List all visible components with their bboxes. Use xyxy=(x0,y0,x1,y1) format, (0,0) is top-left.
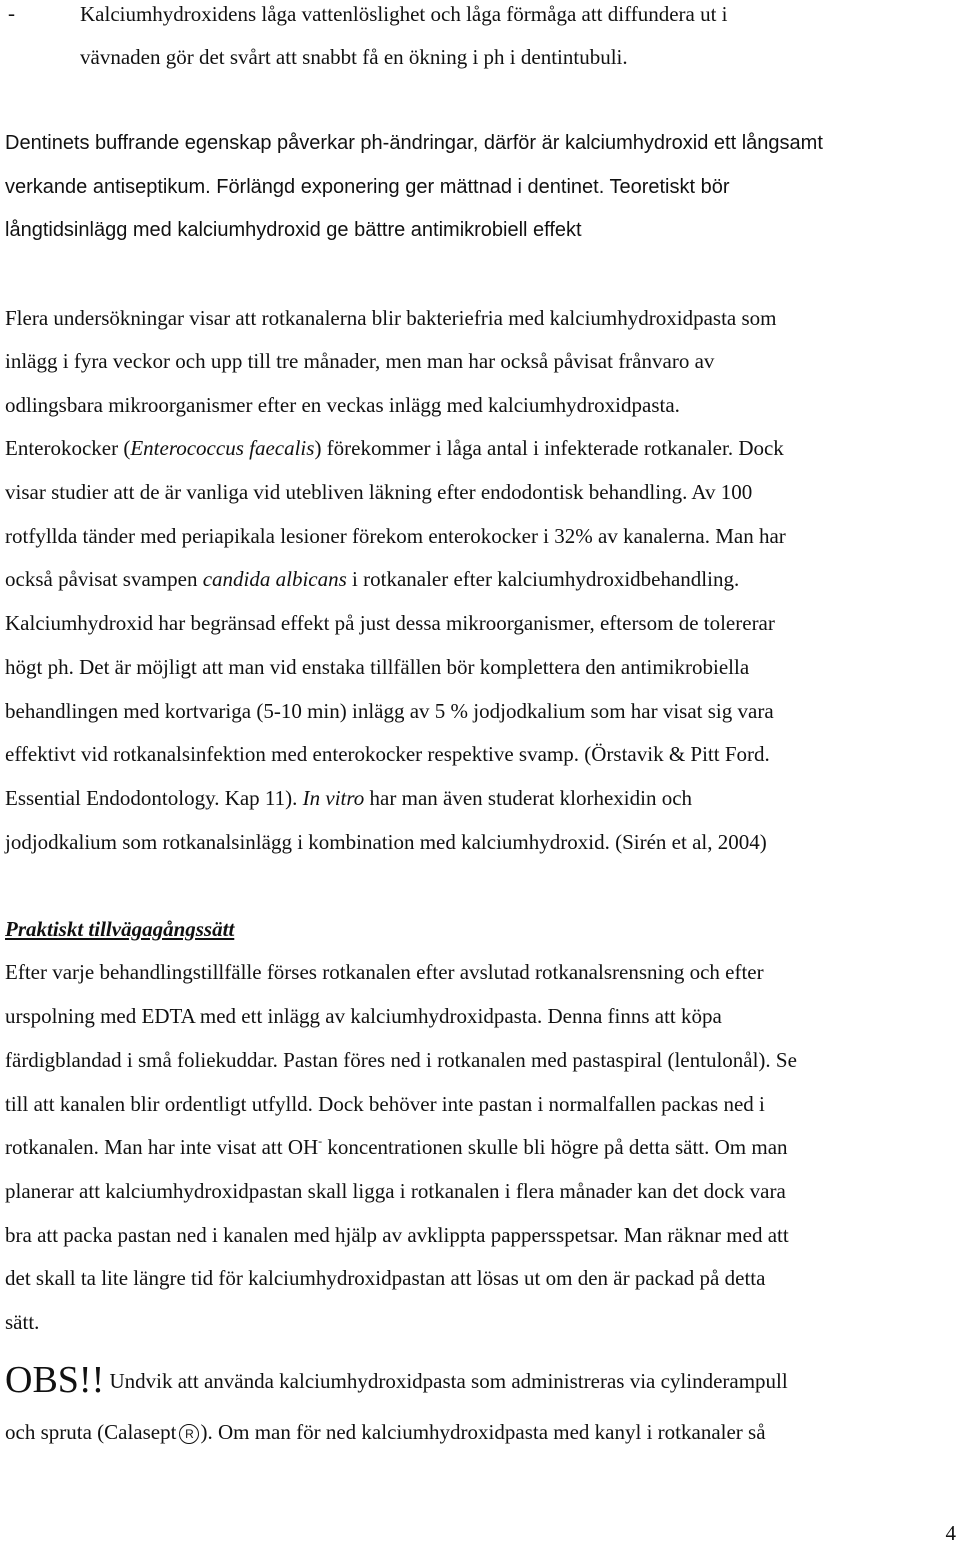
section-line-4: till att kanalen blir ordentligt utfylld. Dock behöver inte pastan i normalfallen packas ned i xyxy=(5,1092,765,1116)
para2-line-5: visar studier att de är vanliga vid utebliven läkning efter endodontisk behandling. Av 100 xyxy=(5,480,753,504)
section-line-2: urspolning med EDTA med ett inlägg av kalciumhydroxidpasta. Denna finns att köpa xyxy=(5,1004,722,1028)
section-heading: Praktiskt tillvägagångssätt xyxy=(5,917,235,941)
para2-line-2: inlägg i fyra veckor och upp till tre månader, men man har också påvisat frånvaro av xyxy=(5,349,715,373)
bullet-line-1: Kalciumhydroxidens låga vattenlöslighet och låga förmåga att diffundera ut i xyxy=(80,2,728,26)
para2-line-3: odlingsbara mikroorganismer efter en veckas inlägg med kalciumhydroxidpasta. xyxy=(5,393,680,417)
page-number: 4 xyxy=(945,1521,956,1545)
species-name: Enterococcus faecalis xyxy=(130,436,315,460)
para1-line-1: Dentinets buffrande egenskap påverkar ph-ändringar, därför är kalciumhydroxid ett långsamt xyxy=(5,132,823,154)
para2-line-8: Kalciumhydroxid har begränsad effekt på just dessa mikroorganismer, eftersom de tolererar xyxy=(5,611,775,635)
bullet-dash: - xyxy=(8,1,15,25)
section-line-3: färdigblandad i små foliekuddar. Pastan föres ned i rotkanalen med pastaspiral (lentulonål). Se xyxy=(5,1048,797,1072)
para2-line-13: jodjodkalium som rotkanalsinlägg i kombination med kalciumhydroxid. (Sirén et al, 2004) xyxy=(5,830,767,854)
species-name: candida albicans xyxy=(202,567,347,591)
para2-line-12: Essential Endodontology. Kap 11). In vitro har man även studerat klorhexidin och xyxy=(5,786,693,810)
section-line-8: det skall ta lite längre tid för kalciumhydroxidpastan att lösas ut om den är packad på detta xyxy=(5,1266,766,1290)
para2-line-1: Flera undersökningar visar att rotkanalerna blir bakteriefria med kalciumhydroxidpasta som xyxy=(5,306,777,330)
section-line-6: planerar att kalciumhydroxidpastan skall ligga i rotkanalen i flera månader kan det dock vara xyxy=(5,1179,786,1203)
para2-line-6: rotfyllda tänder med periapikala lesioner förekom enterokocker i 32% av kanalerna. Man har xyxy=(5,524,786,548)
obs-label: OBS!! xyxy=(5,1359,105,1401)
section-line-9: sätt. xyxy=(5,1310,40,1334)
para1-line-2: verkande antiseptikum. Förlängd exponering ger mättnad i dentinet. Teoretiskt bör xyxy=(5,176,730,198)
para2-line-11: effektivt vid rotkanalsinfektion med enterokocker respektive svamp. (Örstavik & Pitt Ford. xyxy=(5,742,770,766)
registered-trademark-icon: R xyxy=(179,1424,199,1444)
para1-line-3: långtidsinlägg med kalciumhydroxid ge bättre antimikrobiell effekt xyxy=(5,219,582,241)
section-line-7: bra att packa pastan ned i kanalen med hjälp av avklippta pappersspetsar. Man räknar med att xyxy=(5,1223,789,1247)
bullet-line-2: vävnaden gör det svårt att snabbt få en ökning i ph i dentintubuli. xyxy=(80,45,628,69)
obs-line-1: OBS!! Undvik att använda kalciumhydroxidpasta som administreras via cylinderampull xyxy=(5,1359,788,1401)
superscript-minus: - xyxy=(318,1134,323,1148)
obs-line-2: och spruta (Calasept R ). Om man för ned kalciumhydroxidpasta med kanyl i rotkanaler så xyxy=(5,1420,766,1444)
para2-line-10: behandlingen med kortvariga (5-10 min) inlägg av 5 % jodjodkalium som har visat sig vara xyxy=(5,699,774,723)
in-vitro-term: In vitro xyxy=(302,786,365,810)
para2-line-9: högt ph. Det är möjligt att man vid enstaka tillfällen bör komplettera den antimikrobiella xyxy=(5,655,750,679)
section-line-1: Efter varje behandlingstillfälle förses rotkanalen efter avslutad rotkanalsrensning och efter xyxy=(5,960,764,984)
para2-line-4: Enterokocker (Enterococcus faecalis) förekommer i låga antal i infekterade rotkanaler. Dock xyxy=(5,436,784,460)
para2-line-7: också påvisat svampen candida albicans i rotkanaler efter kalciumhydroxidbehandling. xyxy=(5,567,740,591)
section-line-5: rotkanalen. Man har inte visat att OH- koncentrationen skulle bli högre på detta sätt. Om man xyxy=(5,1134,788,1159)
